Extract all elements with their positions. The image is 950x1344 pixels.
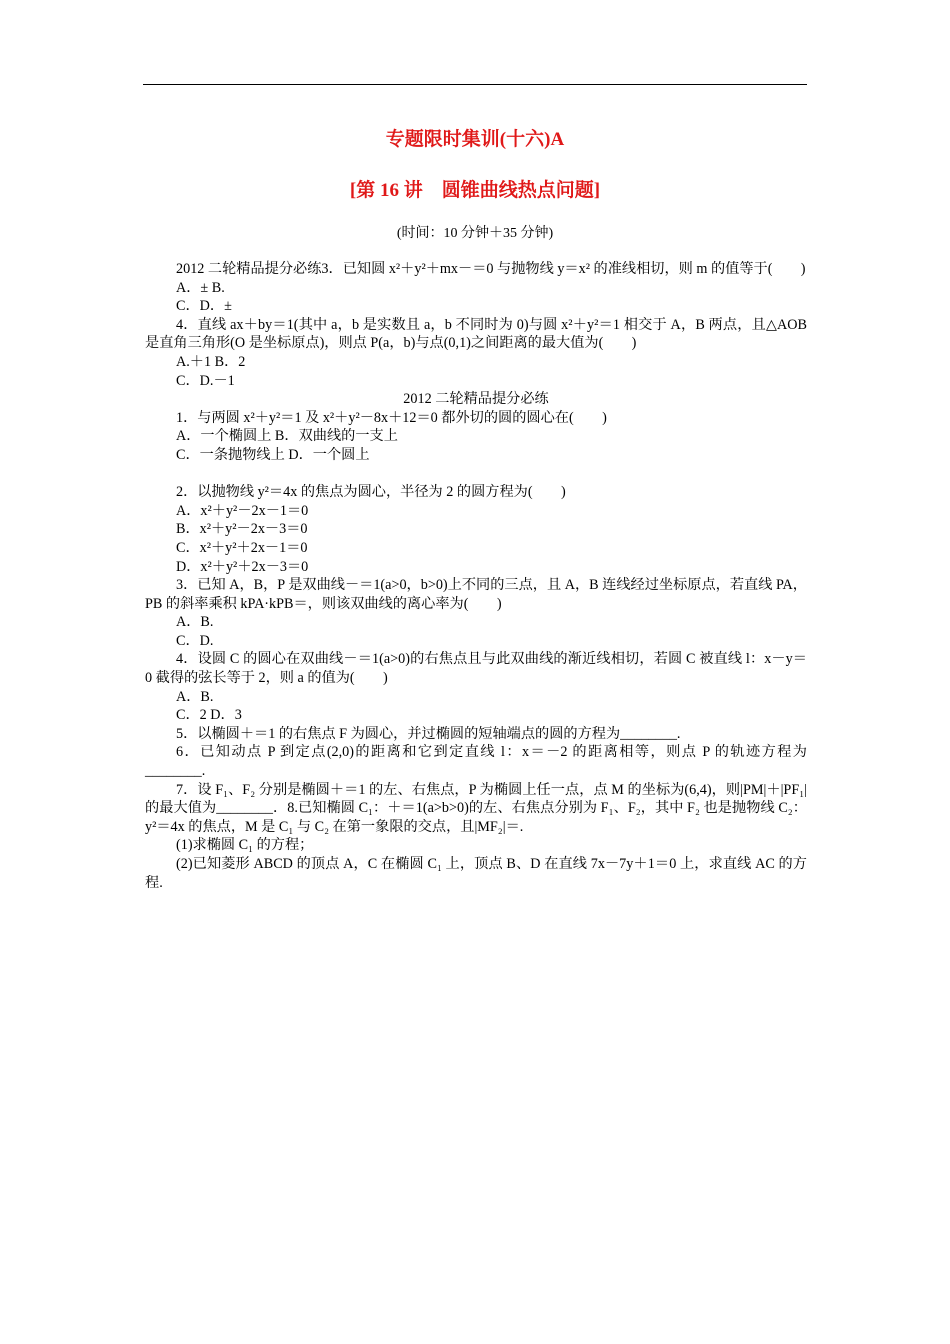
question-8-part2: (2)已知菱形 ABCD 的顶点 A，C 在椭圆 C₁ 上，顶点 B、D 在直线 7x－7y＋1＝0 上，求直线 AC 的方程. bbox=[145, 856, 807, 891]
page-subtitle: [第 16 讲 圆锥曲线热点问题] bbox=[349, 180, 601, 201]
header-rule bbox=[143, 84, 807, 85]
options-q4-ab: A．B. bbox=[176, 688, 214, 705]
question-3: 3．已知 A，B，P 是双曲线－＝1(a>0，b>0)上不同的三点，且 A，B 连线经过坐标原点，若直线 PA，PB 的斜率乘积 kPA·kPB＝，则该双曲线的离心率为( ) bbox=[145, 577, 807, 612]
question-lead3: 2012 二轮精品提分必练3．已知圆 x²＋y²＋mx－＝0 与抛物线 y＝x² 的准线相切，则 m 的值等于( ) bbox=[176, 261, 806, 277]
question-5: 5．以椭圆＋＝1 的右焦点 F 为圆心，并过椭圆的短轴端点的圆的方程为________. bbox=[176, 725, 681, 742]
option-q2-d: D．x²＋y²＋2x－3＝0 bbox=[176, 558, 309, 575]
option-q2-c: C．x²＋y²＋2x－1＝0 bbox=[176, 539, 308, 556]
options-lead3-cd: C．D．± bbox=[176, 298, 232, 315]
options-q3-cd: C．D. bbox=[176, 632, 214, 649]
page-title: 专题限时集训(十六)A bbox=[385, 129, 565, 150]
question-6: 6．已知动点 P 到定点(2,0)的距离和它到定直线 l：x＝－2 的距离相等，则点 P 的轨迹方程为________. bbox=[145, 744, 807, 780]
option-q2-a: A．x²＋y²－2x－1＝0 bbox=[176, 502, 309, 519]
question-1: 1．与两圆 x²＋y²＝1 及 x²＋y²－8x＋12＝0 都外切的圆的圆心在( ) bbox=[176, 409, 607, 426]
question-2: 2．以抛物线 y²＝4x 的焦点为圆心，半径为 2 的圆方程为( ) bbox=[176, 484, 566, 501]
question-body bbox=[145, 260, 807, 892]
section-heading: 2012 二轮精品提分必练 bbox=[403, 391, 549, 408]
options-lead3-ab: A．± B. bbox=[176, 279, 225, 296]
question-7-8: 7．设 F₁、F₂ 分别是椭圆＋＝1 的左、右焦点，P 为椭圆上任一点，点 M 的坐标为(6,4)，则|PM|＋|PF₁|的最大值为________．8.已知椭圆 C₁：＋＝1(a>b>0)的左、右焦点分别为 F₁、F₂，其中 F₂ 也是抛物线 C₂：y²＝4x 的焦点，M 是 C₁ 与 C₂ 在第一象限的交点，且|MF₂|＝. bbox=[145, 781, 807, 835]
question-4: 4．设圆 C 的圆心在双曲线－＝1(a>0)的右焦点且与此双曲线的渐近线相切，若圆 C 被直线 l：x－y＝0 截得的弦长等于 2，则 a 的值为( ) bbox=[145, 651, 807, 687]
options-q1-cd: C．一条抛物线上 D．一个圆上 bbox=[176, 446, 370, 463]
options-lead4-cd: C．D.－1 bbox=[176, 372, 235, 389]
option-q2-b: B．x²＋y²－2x－3＝0 bbox=[176, 521, 308, 538]
spacer bbox=[145, 465, 807, 484]
options-q4-cd: C．2 D．3 bbox=[176, 707, 242, 724]
question-8-part1: (1)求椭圆 C₁ 的方程； bbox=[176, 837, 314, 854]
question-lead4: 4．直线 ax＋by＝1(其中 a，b 是实数且 a，b 不同时为 0)与圆 x²＋y²＝1 相交于 A，B 两点，且△AOB 是直角三角形(O 是坐标原点)，则点 P(a，b)与点(0,1)之间距离的最大值为( ) bbox=[145, 316, 807, 352]
options-q1-ab: A．一个椭圆上 B．双曲线的一支上 bbox=[176, 428, 398, 445]
options-lead4-ab: A.＋1 B．2 bbox=[176, 353, 246, 370]
options-q3-ab: A．B. bbox=[176, 614, 214, 631]
time-limit: (时间：10 分钟＋35 分钟) bbox=[396, 226, 554, 241]
